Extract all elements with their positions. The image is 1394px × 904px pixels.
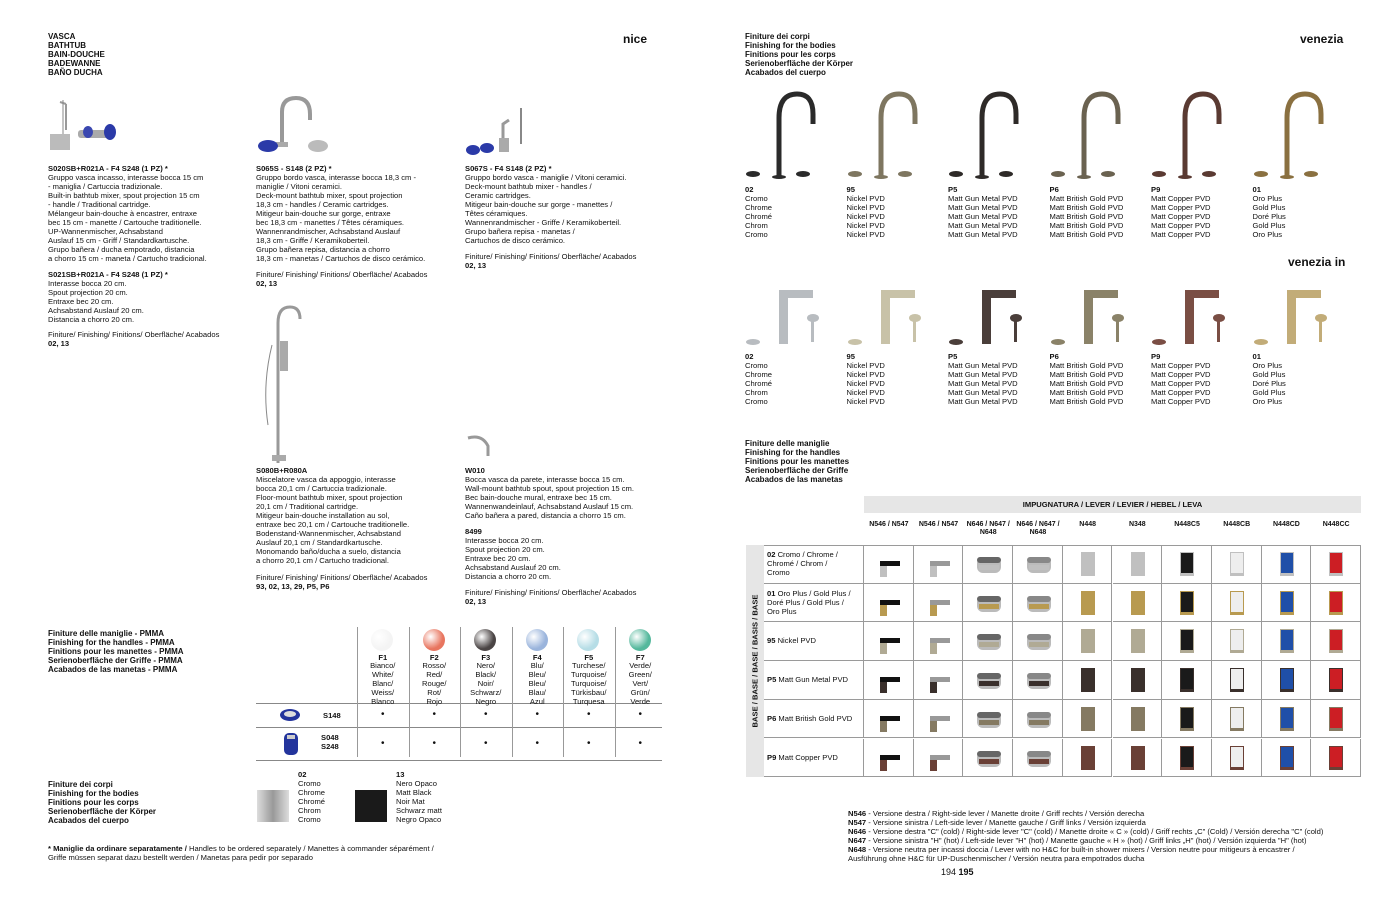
note-line bbox=[848, 845, 1323, 863]
lever-tile-icon bbox=[1073, 665, 1103, 695]
finish-names: Cromo Chrome Chromé Chrom Cromo bbox=[745, 194, 773, 239]
lever-row-text: Oro Plus / Gold Plus / Doré Plus / Gold Plus / Oro Plus bbox=[767, 588, 851, 616]
lever-tile-icon bbox=[1272, 704, 1302, 734]
product-image-s020sb bbox=[48, 92, 123, 160]
note-code: N546 bbox=[848, 809, 867, 818]
finish-names: Nickel PVD Nickel PVD Nickel PVD Nickel PVD Nickel PVD bbox=[846, 361, 885, 406]
lever-tile-icon bbox=[973, 588, 1003, 618]
handles-heading: Finiture delle maniglie Finishing for the handles Finitions pour les manettes Serienoberfläche der Griffe Acabados de las manetas bbox=[745, 439, 850, 484]
swatch-matt-black bbox=[355, 790, 387, 822]
lever-column-header: N448CC bbox=[1322, 521, 1350, 528]
lever-column-header: N448CD bbox=[1273, 521, 1300, 528]
lever-row-label bbox=[767, 550, 865, 577]
section-heading: VASCA BATHTUB BAIN-DOUCHE BADEWANNE BAÑO DUCHA bbox=[48, 32, 105, 77]
product-desc: Interasse bocca 20 cm. Spout projection 20 cm. Entraxe bec 20 cm. Achsabstand Auslauf 20 cm. Distancia a chorro 20 cm. bbox=[48, 279, 144, 324]
note-text: - Versione destra "C" (cold) / Right-side lever "C" (cold) / Manette droite « C » (cold) / Griff rechts „C" (Cold) / Versión derecha "C" (cold) bbox=[866, 827, 1324, 836]
lever-tile-icon bbox=[1172, 626, 1202, 656]
lever-tile-icon bbox=[924, 588, 954, 618]
lever-tile-icon bbox=[1073, 549, 1103, 579]
venezia-in-faucet-02 bbox=[745, 286, 825, 348]
lever-tile-icon bbox=[1073, 743, 1103, 773]
pmma-code: F3 bbox=[481, 653, 491, 662]
note-text: - Versione sinistra / Left-side lever / Manette gauche / Griff links / Versión izquierda bbox=[866, 818, 1146, 827]
product-code: 8499 bbox=[465, 527, 482, 536]
lever-tile-icon bbox=[1321, 549, 1351, 579]
lever-tile-icon bbox=[1272, 588, 1302, 618]
lever-tile-icon bbox=[1073, 704, 1103, 734]
lever-row-label bbox=[767, 753, 865, 762]
finish-names: Nickel PVD Nickel PVD Nickel PVD Nickel PVD Nickel PVD bbox=[846, 194, 885, 239]
pmma-dot: • bbox=[380, 738, 385, 749]
finish-names: Cromo Chrome Chromé Chrom Cromo bbox=[745, 361, 773, 406]
pmma-code: F4 bbox=[532, 653, 542, 662]
handle-s148-image bbox=[278, 707, 302, 723]
product-image-s067s bbox=[465, 104, 535, 160]
lever-tile-icon bbox=[1023, 704, 1053, 734]
pmma-dot: • bbox=[380, 709, 385, 720]
lever-tile-icon bbox=[1222, 549, 1252, 579]
finish-code: 02 bbox=[745, 352, 754, 361]
pmma-code: F2 bbox=[429, 653, 439, 662]
note-code: N648 bbox=[848, 845, 867, 854]
finishing-label: Finiture/ Finishing/ Finitions/ Oberfläche/ Acabados bbox=[256, 270, 428, 279]
lever-tile-icon bbox=[1321, 665, 1351, 695]
lever-tile-icon bbox=[1172, 704, 1202, 734]
finish-names: Oro Plus Gold Plus Doré Plus Gold Plus Oro Plus bbox=[1252, 361, 1286, 406]
pmma-dot: • bbox=[638, 709, 642, 720]
finish-names: Matt Gun Metal PVD Matt Gun Metal PVD Matt Gun Metal PVD Matt Gun Metal PVD Matt Gun Metal PVD bbox=[948, 194, 1018, 239]
note-text: - Versione sinistra "H" (hot) / Left-side lever "H" (hot) / Manette gauche « H » (hot) / Griff links „H" (hot) / Versión izquierda "H" (hot) bbox=[866, 836, 1307, 845]
lever-tile-icon bbox=[924, 743, 954, 773]
bodies-heading: Finiture dei corpi Finishing for the bodies Finitions pour les corps Serienoberfläche der Körper Acabados del cuerpo bbox=[48, 780, 157, 825]
note-code: N547 bbox=[848, 818, 867, 827]
finish-names: Matt British Gold PVD Matt British Gold PVD Matt British Gold PVD Matt British Gold PVD Matt British Gold PVD bbox=[1049, 194, 1124, 239]
page-numbers bbox=[941, 867, 974, 877]
lever-tile-icon bbox=[874, 549, 904, 579]
pmma-code: F5 bbox=[584, 653, 594, 662]
venezia-in-faucet-95 bbox=[847, 286, 927, 348]
pmma-dot: • bbox=[535, 709, 539, 720]
venezia-faucet-p9 bbox=[1151, 88, 1231, 180]
finishing-codes: 02, 13 bbox=[465, 261, 487, 270]
venezia-in-faucet-01 bbox=[1253, 286, 1333, 348]
lever-tile-icon bbox=[924, 626, 954, 656]
note-code: N647 bbox=[848, 836, 867, 845]
lever-tile-icon bbox=[1272, 743, 1302, 773]
pmma-swatch-f2 bbox=[423, 629, 445, 651]
lever-tile-icon bbox=[973, 665, 1003, 695]
lever-tile-icon bbox=[1023, 665, 1053, 695]
finishing-label: Finiture/ Finishing/ Finitions/ Oberfläche/ Acabados bbox=[465, 252, 637, 261]
lever-tile-icon bbox=[1222, 665, 1252, 695]
pmma-name: Rosso/ Red/ Rouge/ Rot/ Rojo bbox=[422, 661, 447, 706]
lever-tile-icon bbox=[1023, 626, 1053, 656]
brand-nice: nice bbox=[623, 32, 648, 46]
note-text: - Versione neutra per incassi doccia / Lever with no H&C for built-in shower mixers / Version neutre pour mitigeurs à encastrer / Ausführung ohne H&C für UP-Duschenmischer / Versión neutra para empotrados ducha bbox=[848, 845, 1295, 863]
lever-tile-icon bbox=[1123, 704, 1153, 734]
product-desc: Bocca vasca da parete, interasse bocca 15 cm. Wall-mount bathtub spout, spout projection 15 cm. Bec bain-douche mural, entraxe bec 15 cm. Wannenwandeinlauf, Achsabstand Auslauf 15 cm. Caño bañera a pared, distancia a chorro 15 cm. bbox=[465, 475, 634, 520]
lever-tile-icon bbox=[1172, 743, 1202, 773]
product-desc: Gruppo vasca incasso, interasse bocca 15 cm - maniglia / Cartuccia tradizionale. Built-in bathtub mixer, spout projection 15 cm - handle / Traditional cartridge. Mélangeur bain-douche à encastrer, entraxe bec 15 cm - manette / Cartouche traditionelle. UP-Wannenmischer, Achsabstand Auslauf 15 cm - Griff / Standardkartusche. Grupo bañera / ducha empotrado, distancia a chorro 15 cm - maneta / Cartucho tradicional. bbox=[48, 173, 207, 263]
pmma-swatch-f1 bbox=[371, 629, 393, 651]
lever-tile-icon bbox=[1123, 626, 1153, 656]
body-finish-code: 02 bbox=[298, 770, 307, 779]
lever-tile-icon bbox=[1172, 588, 1202, 618]
pmma-name: Bianco/ White/ Blanc/ Weiss/ Blanco bbox=[370, 661, 396, 706]
finish-code: 01 bbox=[1252, 352, 1261, 361]
pmma-code: F1 bbox=[378, 653, 388, 662]
footnote bbox=[48, 844, 434, 862]
body-finish-names: Cromo Chrome Chromé Chrom Cromo bbox=[298, 779, 326, 824]
finish-names: Matt Copper PVD Matt Copper PVD Matt Copper PVD Matt Copper PVD Matt Copper PVD bbox=[1151, 361, 1211, 406]
lever-tile-icon bbox=[1272, 626, 1302, 656]
finishing-label: Finiture/ Finishing/ Finitions/ Oberfläche/ Acabados bbox=[465, 588, 637, 597]
lever-column-header: N546 / N547 bbox=[869, 521, 909, 528]
product-code: S080B+R080A bbox=[256, 466, 308, 475]
page-number-right: 195 bbox=[958, 867, 974, 877]
finish-names: Matt Gun Metal PVD Matt Gun Metal PVD Matt Gun Metal PVD Matt Gun Metal PVD Matt Gun Metal PVD bbox=[948, 361, 1018, 406]
divider bbox=[256, 760, 662, 761]
venezia-faucet-95 bbox=[847, 88, 927, 180]
lever-row-label bbox=[767, 675, 865, 684]
finish-code: P5 bbox=[948, 185, 958, 194]
brand-venezia-in: venezia in bbox=[1288, 255, 1346, 269]
lever-tile-icon bbox=[1222, 626, 1252, 656]
lever-tile-icon bbox=[1321, 704, 1351, 734]
product-image-s065s bbox=[256, 94, 336, 159]
finish-code: P6 bbox=[1049, 185, 1059, 194]
lever-table-title: IMPUGNATURA / LEVER / LEVIER / HEBEL / LEVA bbox=[864, 496, 1361, 513]
lever-tile-icon bbox=[1222, 743, 1252, 773]
finish-code: P9 bbox=[1151, 352, 1161, 361]
lever-row-text: Nickel PVD bbox=[777, 636, 816, 646]
pmma-dot: • bbox=[432, 709, 436, 720]
lever-row-label bbox=[767, 636, 865, 645]
lever-tile-icon bbox=[1073, 626, 1103, 656]
lever-row-code: P6 bbox=[767, 713, 779, 723]
lever-tile-icon bbox=[1023, 549, 1053, 579]
finishing-codes: 93, 02, 13, 29, P5, P6 bbox=[256, 582, 330, 591]
footnote-text: Handles to be ordered separately / Manettes à commander séparément / Griffe müssen separat dazu bestellt werden / Manetas para pedir por separado bbox=[48, 844, 434, 862]
lever-tile-icon bbox=[973, 549, 1003, 579]
pmma-dot: • bbox=[586, 709, 591, 720]
venezia-in-faucet-p5 bbox=[948, 286, 1028, 348]
lever-column-header: N348 bbox=[1128, 521, 1146, 528]
product-code: S065S - S148 (2 PZ) * bbox=[256, 164, 332, 173]
lever-tile-icon bbox=[1321, 743, 1351, 773]
lever-column-header: N646 / N647 / N648 bbox=[966, 521, 1010, 536]
pmma-name: Verde/ Green/ Vert/ Grün/ Verde bbox=[628, 661, 652, 706]
lever-tile-icon bbox=[1172, 549, 1202, 579]
lever-row-code: P5 bbox=[767, 675, 779, 685]
note-code: N646 bbox=[848, 827, 867, 836]
lever-column-header: N546 / N547 bbox=[918, 521, 959, 528]
product-code: S067S - F4 S148 (2 PZ) * bbox=[465, 164, 552, 173]
finish-code: 02 bbox=[745, 185, 754, 194]
venezia-in-faucet-p9 bbox=[1151, 286, 1231, 348]
lever-row-code: P9 bbox=[767, 752, 779, 762]
footnote-bold: * Maniglie da ordinare separatamente / bbox=[48, 844, 187, 853]
swatch-chrome bbox=[257, 790, 289, 822]
pmma-dot: • bbox=[535, 738, 539, 749]
pmma-dot: • bbox=[638, 738, 642, 749]
pmma-code: F7 bbox=[635, 653, 645, 662]
pmma-swatch-f7 bbox=[629, 629, 651, 651]
lever-tile-icon bbox=[1023, 743, 1053, 773]
body-finish-names: Nero Opaco Matt Black Noir Mat Schwarz matt Negro Opaco bbox=[396, 779, 442, 824]
lever-tile-icon bbox=[924, 549, 954, 579]
lever-tile-icon bbox=[973, 704, 1003, 734]
product-code: S021SB+R021A - F4 S248 (1 PZ) * bbox=[48, 270, 168, 279]
lever-row-code: 95 bbox=[767, 636, 778, 646]
lever-row-text: Matt Copper PVD bbox=[778, 752, 838, 762]
venezia-faucet-02 bbox=[745, 88, 825, 180]
lever-column-header: N646 / N647 / N648 bbox=[1016, 521, 1060, 536]
brand-venezia: venezia bbox=[1300, 32, 1344, 46]
lever-tile-icon bbox=[1123, 549, 1153, 579]
finishing-codes: 02, 13 bbox=[48, 339, 70, 348]
pmma-name: Blu/ Bleu/ Bleu/ Blau/ Azul bbox=[528, 661, 546, 706]
lever-tile-icon bbox=[924, 704, 954, 734]
finish-code: 95 bbox=[846, 185, 855, 194]
venezia-faucet-p5 bbox=[948, 88, 1028, 180]
lever-tile-icon bbox=[1123, 665, 1153, 695]
lever-tile-icon bbox=[1172, 665, 1202, 695]
finish-names: Matt British Gold PVD Matt British Gold PVD Matt British Gold PVD Matt British Gold PVD Matt British Gold PVD bbox=[1049, 361, 1124, 406]
note-text: - Versione destra / Right-side lever / Manette droite / Griff rechts / Versión derecha bbox=[866, 809, 1145, 818]
pmma-swatch-f5 bbox=[577, 629, 599, 651]
lever-tile-icon bbox=[973, 626, 1003, 656]
pmma-swatch-f4 bbox=[526, 629, 548, 651]
lever-tile-icon bbox=[973, 743, 1003, 773]
pmma-dot: • bbox=[432, 738, 436, 749]
lever-tile-icon bbox=[924, 665, 954, 695]
lever-tile-icon bbox=[874, 665, 904, 695]
finish-code: 95 bbox=[846, 352, 855, 361]
finish-names: Matt Copper PVD Matt Copper PVD Matt Copper PVD Matt Copper PVD Matt Copper PVD bbox=[1151, 194, 1211, 239]
bodies-heading-right: Finiture dei corpi Finishing for the bodies Finitions pour les corps Serienoberfläche der Körper Acabados del cuerpo bbox=[745, 32, 854, 77]
pmma-name: Nero/ Black/ Noir/ Schwarz/ Negro bbox=[470, 661, 502, 706]
lever-tile-icon bbox=[874, 626, 904, 656]
note-line bbox=[848, 827, 1323, 836]
product-image-w010 bbox=[466, 432, 494, 462]
venezia-faucet-p6 bbox=[1050, 88, 1130, 180]
pmma-name: Turchese/ Turquoise/ Turquoise/ Türkisbau/ Turquesa bbox=[570, 661, 607, 706]
handles-pmma-heading: Finiture delle maniglie - PMMA Finishing for the handles - PMMA Finitions pour les manettes - PMMA Serienoberfläche der Griffe - PMMA Acabados de las manetas - PMMA bbox=[48, 629, 184, 674]
note-line bbox=[848, 809, 1323, 818]
lever-row-text: Matt Gun Metal PVD bbox=[778, 675, 849, 685]
product-desc: Miscelatore vasca da appoggio, interasse bocca 20,1 cm / Cartuccia tradizionale. Floor-mount bathtub mixer, spout projection 20,1 cm / Traditional cartridge. Mitigeur bain-douche installation au sol, entraxe bec 20,1 cm / Cartouche traditionelle. Bodenstand-Wannenmischer, Achsabstand Auslauf 20,1 cm / Standardkartusche. Monomando baño/ducha a suelo, distancia a chorro 20,1 cm / Cartucho tradicional. bbox=[256, 475, 410, 565]
lever-row-code: 02 bbox=[767, 550, 778, 559]
lever-column-header: N448C5 bbox=[1174, 521, 1200, 528]
finishing-label: Finiture/ Finishing/ Finitions/ Oberfläche/ Acabados bbox=[256, 573, 428, 582]
lever-tile-icon bbox=[874, 704, 904, 734]
finishing-codes: 02, 13 bbox=[465, 597, 487, 606]
finishing-label: Finiture/ Finishing/ Finitions/ Oberfläche/ Acabados bbox=[48, 330, 220, 339]
finish-code: P9 bbox=[1151, 185, 1161, 194]
lever-column-header: N448CB bbox=[1223, 521, 1251, 528]
lever-tile-icon bbox=[1222, 704, 1252, 734]
pmma-swatch-f3 bbox=[474, 629, 496, 651]
divider bbox=[256, 727, 662, 728]
finish-code: P5 bbox=[948, 352, 958, 361]
lever-tile-icon bbox=[1321, 588, 1351, 618]
lever-tile-icon bbox=[1272, 549, 1302, 579]
lever-tile-icon bbox=[874, 743, 904, 773]
lever-tile-icon bbox=[1222, 588, 1252, 618]
finishing-codes: 02, 13 bbox=[256, 279, 278, 288]
lever-notes bbox=[848, 809, 1323, 863]
product-code: S020SB+R021A - F4 S248 (1 PZ) * bbox=[48, 164, 168, 173]
body-finish-code: 13 bbox=[396, 770, 405, 779]
venezia-faucet-01 bbox=[1253, 88, 1333, 180]
lever-tile-icon bbox=[1023, 588, 1053, 618]
note-line bbox=[848, 818, 1323, 827]
finish-names: Oro Plus Gold Plus Doré Plus Gold Plus Oro Plus bbox=[1252, 194, 1286, 239]
product-desc: Interasse bocca 20 cm. Spout projection 20 cm. Entraxe bec 20 cm. Achsabstand Auslauf 20 cm. Distancia a chorro 20 cm. bbox=[465, 536, 561, 581]
base-side-label: BASE / BASE / BASE / BASIS / BASE bbox=[750, 594, 760, 728]
lever-column-header: N448 bbox=[1079, 521, 1096, 528]
lever-row-code: 01 bbox=[767, 588, 778, 598]
product-code: W010 bbox=[465, 466, 485, 475]
finish-code: 01 bbox=[1252, 185, 1261, 194]
finish-code: P6 bbox=[1049, 352, 1059, 361]
handle-s048-image bbox=[282, 731, 300, 757]
lever-tile-icon bbox=[874, 588, 904, 618]
lever-row-text: Matt British Gold PVD bbox=[778, 713, 853, 723]
venezia-in-faucet-p6 bbox=[1050, 286, 1130, 348]
lever-row-label bbox=[767, 589, 865, 616]
lever-tile-icon bbox=[1073, 588, 1103, 618]
product-desc: Gruppo bordo vasca, interasse bocca 18,3 cm - maniglie / Vitoni ceramici. Deck-mount bathtub mixer, spout projection 18,3 cm - handles / Ceramic cartridges. Mitigeur bain-douche sur gorge, entraxe bec 18,3 cm - manettes / Têtes céramiques. Wannenrandmischer, Achsabstand Auslauf 18,3 cm - Griffe / Keramikoberteil. Grupo bañera repisa, distancia a chorro 18,3 cm - manetas / Cartuchos de disco cerámico. bbox=[256, 173, 426, 263]
lever-tile-icon bbox=[1272, 665, 1302, 695]
product-image-s080b bbox=[258, 305, 308, 465]
pmma-row-label: S048 S248 bbox=[321, 733, 339, 751]
pmma-dot: • bbox=[483, 738, 488, 749]
pmma-dot: • bbox=[483, 709, 488, 720]
pmma-dot: • bbox=[586, 738, 591, 749]
pmma-row-label: S148 bbox=[323, 711, 341, 720]
note-line bbox=[848, 836, 1323, 845]
lever-tile-icon bbox=[1321, 626, 1351, 656]
page-number-left: 194 bbox=[941, 867, 957, 877]
lever-row-label bbox=[767, 714, 865, 723]
lever-tile-icon bbox=[1123, 588, 1153, 618]
product-desc: Gruppo bordo vasca - maniglie / Vitoni ceramici. Deck-mount bathtub mixer - handles / Ceramic cartridges. Mitigeur bain-douche sur gorge - manettes / Têtes céramiques. Wannenrandmischer - Griffe / Keramikoberteil. Grupo bañera repisa - manetas / Cartuchos de disco cerámico. bbox=[465, 173, 627, 245]
lever-tile-icon bbox=[1123, 743, 1153, 773]
lever-row-text: Cromo / Chrome / Chromé / Chrom / Cromo bbox=[767, 550, 838, 577]
